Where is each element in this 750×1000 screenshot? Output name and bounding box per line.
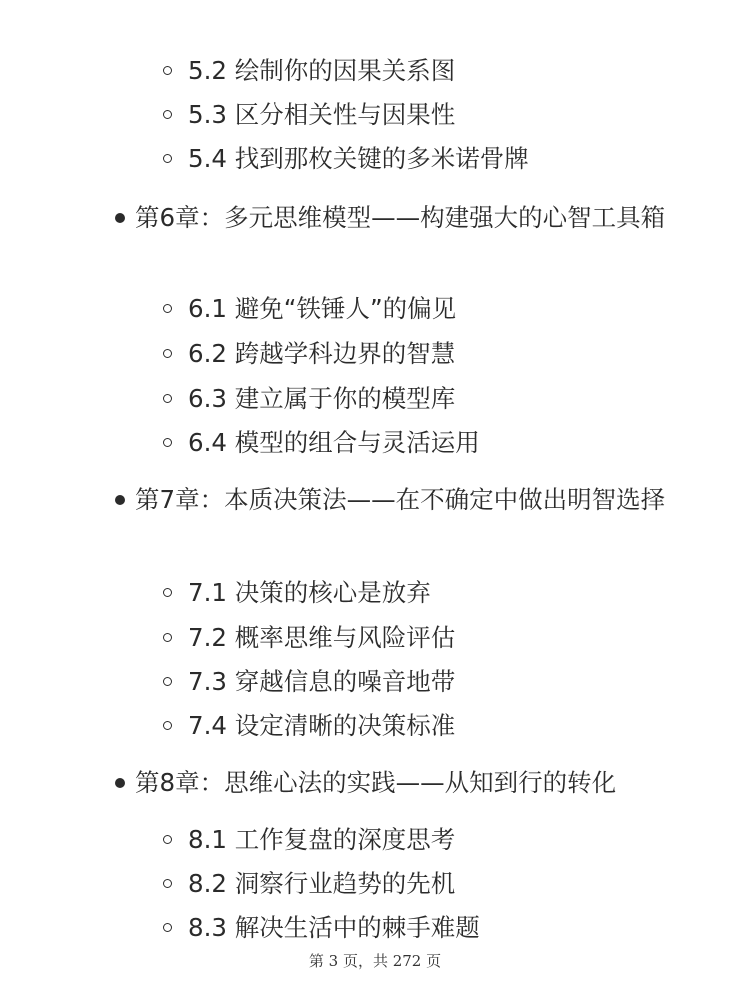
hollow-bullet-icon [163, 677, 172, 686]
toc-item-6-2[interactable] [188, 332, 455, 376]
toc-item-6-1[interactable] [188, 287, 456, 331]
toc-item-label: 7.4 设定清晰的决策标准 [188, 711, 456, 740]
toc-item-label: 7.2 概率思维与风险评估 [188, 623, 456, 652]
hollow-bullet-icon [163, 923, 172, 932]
toc-chapter-label: 第6章：多元思维模型——构建强大的心智工具箱 [135, 203, 666, 232]
toc-item-label: 7.1 决策的核心是放弃 [188, 578, 431, 607]
toc-item-6-3[interactable] [188, 377, 455, 421]
toc-chapter-8[interactable] [135, 761, 695, 805]
toc-chapter-label: 第8章：思维心法的实践——从知到行的转化 [135, 768, 617, 797]
toc-item-5-3[interactable] [188, 93, 455, 137]
toc-item-7-1[interactable] [188, 571, 431, 615]
toc-item-6-4[interactable] [188, 421, 480, 465]
toc-item-label: 5.3 区分相关性与因果性 [188, 100, 456, 129]
page-footer: 第 3 页，共 272 页 [308, 952, 442, 970]
hollow-bullet-icon [163, 304, 172, 313]
filled-bullet-icon [115, 495, 125, 505]
hollow-bullet-icon [163, 633, 172, 642]
filled-bullet-icon [115, 213, 125, 223]
hollow-bullet-icon [163, 394, 172, 403]
hollow-bullet-icon [163, 110, 172, 119]
toc-item-label: 8.1 工作复盘的深度思考 [188, 825, 456, 854]
hollow-bullet-icon [163, 154, 172, 163]
hollow-bullet-icon [163, 835, 172, 844]
toc-item-5-2[interactable] [188, 49, 455, 93]
toc-item-5-4[interactable] [188, 137, 529, 181]
toc-chapter-6[interactable] [135, 196, 695, 240]
hollow-bullet-icon [163, 349, 172, 358]
toc-item-label: 6.4 模型的组合与灵活运用 [188, 428, 480, 457]
toc-item-label: 5.4 找到那枚关键的多米诺骨牌 [188, 144, 529, 173]
toc-chapter-label: 第7章：本质决策法——在不确定中做出明智选择 [135, 485, 666, 514]
toc-item-8-3[interactable] [188, 906, 480, 950]
hollow-bullet-icon [163, 438, 172, 447]
hollow-bullet-icon [163, 879, 172, 888]
hollow-bullet-icon [163, 66, 172, 75]
toc-item-8-1[interactable] [188, 818, 455, 862]
toc-item-7-4[interactable] [188, 704, 455, 748]
filled-bullet-icon [115, 778, 125, 788]
toc-item-7-3[interactable] [188, 660, 455, 704]
toc-item-label: 7.3 穿越信息的噪音地带 [188, 667, 456, 696]
toc-item-label: 8.3 解决生活中的棘手难题 [188, 913, 480, 942]
toc-chapter-7[interactable] [135, 478, 695, 522]
toc-item-8-2[interactable] [188, 862, 455, 906]
toc-item-label: 8.2 洞察行业趋势的先机 [188, 869, 456, 898]
toc-item-label: 6.1 避免“铁锤人”的偏见 [188, 294, 457, 323]
toc-item-7-2[interactable] [188, 616, 455, 660]
toc-item-label: 6.2 跨越学科边界的智慧 [188, 339, 456, 368]
toc-item-label: 5.2 绘制你的因果关系图 [188, 56, 456, 85]
hollow-bullet-icon [163, 588, 172, 597]
hollow-bullet-icon [163, 721, 172, 730]
toc-item-label: 6.3 建立属于你的模型库 [188, 384, 456, 413]
